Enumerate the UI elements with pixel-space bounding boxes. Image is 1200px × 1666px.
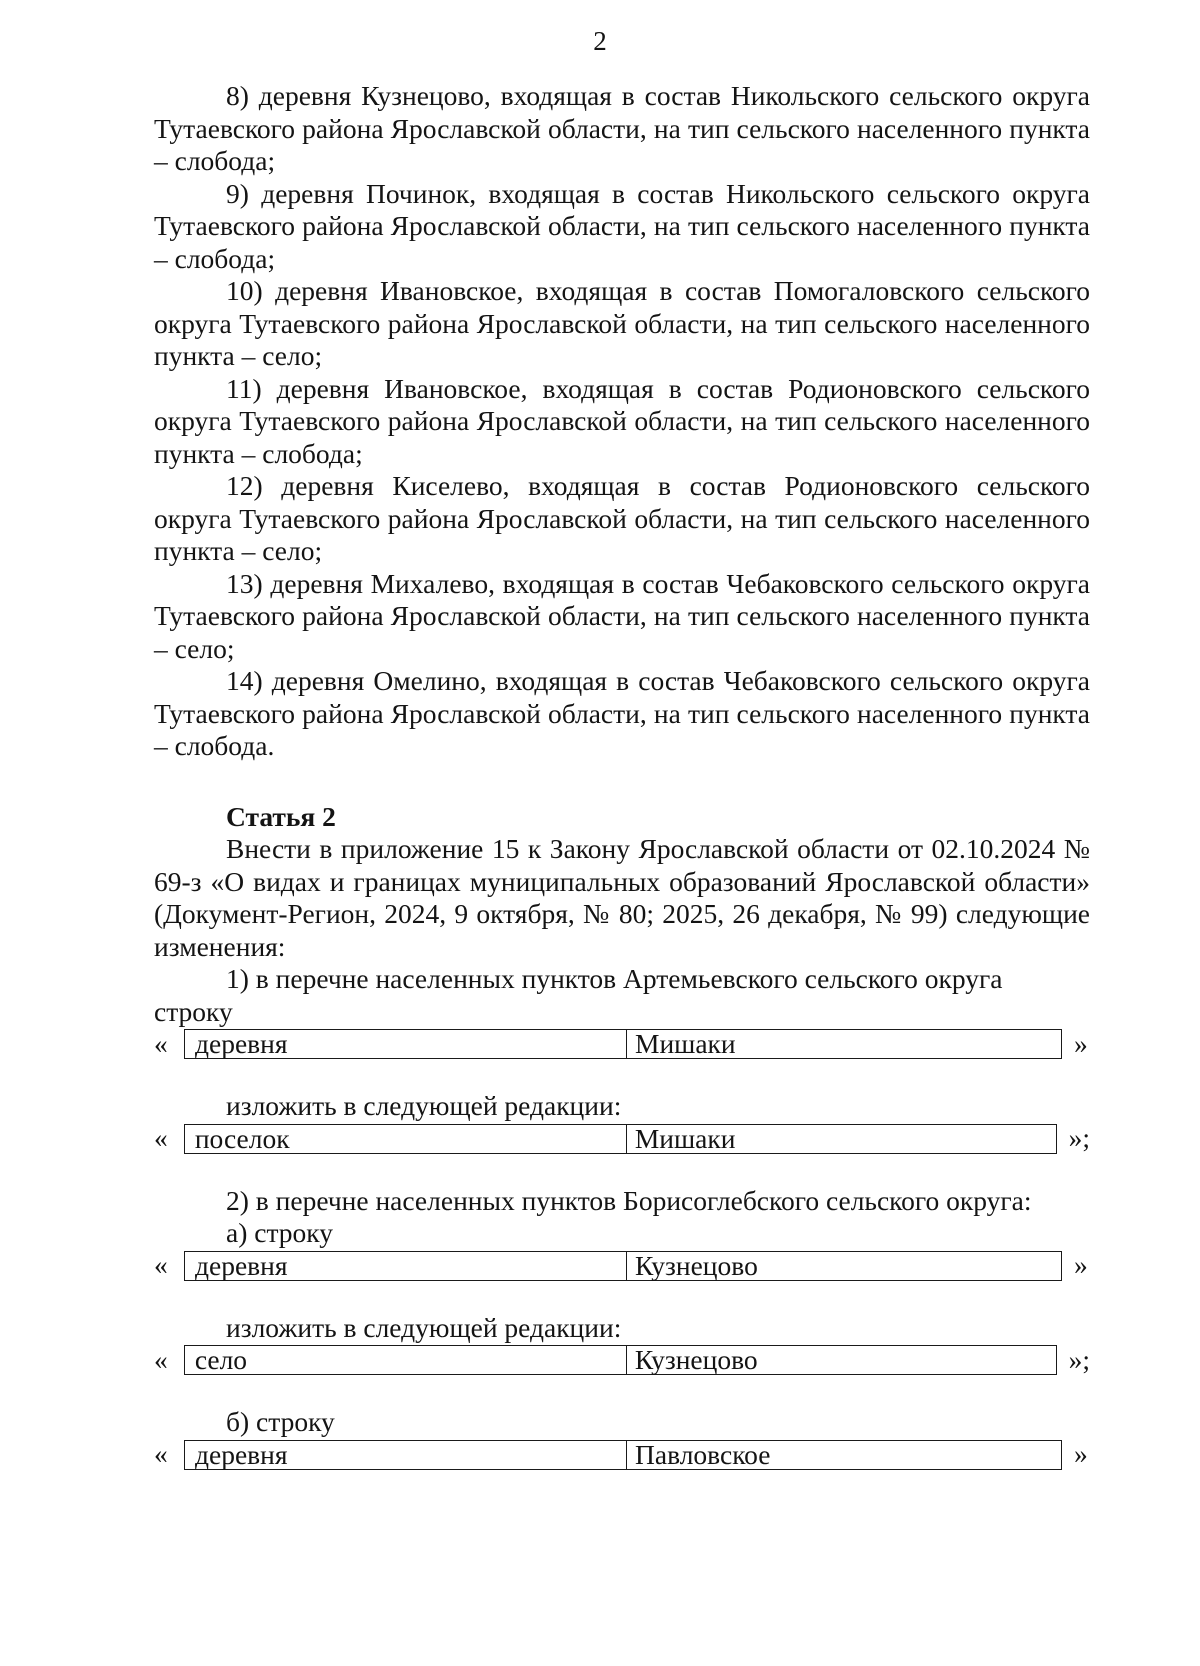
list-item-number: 11)	[226, 372, 262, 404]
settlement-name-cell: Кузнецово	[635, 1249, 758, 1281]
quote-close: »;	[1068, 1122, 1090, 1154]
article-intro: Внести в приложение 15 к Закону Ярославской области от 02.10.2024 № 69-з «О видах и границах муниципальных образований Ярославской области» (Документ-Регион, 2024, 9 октября, № 80; 2025, 26 декабря, № 99) следующие изменения:	[154, 833, 1090, 962]
quote-close: »	[1074, 1249, 1088, 1281]
list-item-8	[154, 80, 1090, 178]
list-item-number: 8)	[226, 80, 249, 111]
settlement-table	[184, 1440, 1062, 1470]
list-item-text: деревня Ивановское, входящая в состав Помогаловского сельского округа Тутаевского района Ярославской области, на тип сельского населенного пункта – село;	[154, 275, 1091, 371]
list-item-10	[154, 275, 1090, 373]
settlement-table	[184, 1345, 1057, 1375]
settlement-type-cell: село	[185, 1346, 627, 1374]
table-row-1-old	[154, 1028, 1090, 1060]
list-item-number: 10)	[226, 275, 263, 306]
settlement-type-cell: деревня	[185, 1252, 627, 1280]
quote-close: »;	[1068, 1343, 1090, 1375]
quote-open: «	[154, 1027, 168, 1059]
quote-close: »	[1074, 1438, 1088, 1470]
list-item-number: 13)	[226, 567, 263, 599]
list-item-text: деревня Михалево, входящая в состав Чебаковского сельского округа Тутаевского района Ярославской области, на тип сельского населенного пункта – село;	[154, 567, 1091, 664]
change-2: 2) в перечне населенных пунктов Борисоглебского сельского округа:	[226, 1184, 1032, 1216]
list-item-number: 12)	[226, 470, 263, 501]
table-row-2-old	[154, 1250, 1090, 1282]
table-row-1-new	[154, 1123, 1090, 1155]
edit-label-1: изложить в следующей редакции:	[226, 1090, 622, 1121]
list-item-text: деревня Кузнецово, входящая в состав Никольского сельского округа Тутаевского района Ярославской области, на тип сельского населенного пункта – слобода;	[154, 80, 1090, 176]
list-item-text: деревня Омелино, входящая в состав Чебаковского сельского округа Тутаевского района Ярославской области, на тип сельского населенного пункта – слобода.	[154, 665, 1091, 761]
list-item-12	[154, 470, 1090, 568]
settlement-name-cell: Павловское	[635, 1438, 771, 1470]
list-item-text: деревня Ивановское, входящая в состав Родионовского сельского округа Тутаевского района Ярославской области, на тип сельского населенного пункта – слобода;	[154, 372, 1090, 469]
table-row-2-new	[154, 1344, 1090, 1376]
document-body	[154, 80, 1090, 1471]
settlement-table	[184, 1029, 1062, 1059]
list-item-14	[154, 665, 1090, 763]
settlement-type-cell: деревня	[185, 1030, 627, 1058]
list-item-text: деревня Починок, входящая в состав Никольского сельского округа Тутаевского района Ярославской области, на тип сельского населенного пункта – слобода;	[154, 177, 1091, 274]
quote-close: »	[1074, 1027, 1088, 1059]
article-heading: Статья 2	[226, 800, 336, 832]
quote-open: «	[154, 1438, 168, 1470]
quote-open: «	[154, 1343, 168, 1375]
list-item-number: 9)	[226, 177, 249, 209]
edit-label-2: изложить в следующей редакции:	[226, 1311, 622, 1343]
settlement-table	[184, 1124, 1057, 1154]
settlement-name-cell: Мишаки	[634, 1122, 736, 1154]
table-row-3-old	[154, 1439, 1090, 1471]
list-item-11	[154, 373, 1090, 471]
quote-open: «	[154, 1249, 168, 1281]
settlement-type-cell: деревня	[185, 1441, 627, 1469]
settlement-table	[184, 1251, 1062, 1281]
settlement-type-cell: поселок	[185, 1125, 627, 1153]
sub-item-a: а) строку	[226, 1217, 334, 1248]
quote-open: «	[154, 1122, 168, 1154]
settlement-name-cell: Кузнецово	[634, 1344, 758, 1375]
settlement-name-cell: Мишаки	[635, 1028, 736, 1059]
list-item-13	[154, 568, 1090, 666]
list-item-text: деревня Киселево, входящая в состав Родионовского сельского округа Тутаевского района Ярославской области, на тип сельского населенного пункта – село;	[154, 470, 1090, 566]
list-item-number: 14)	[226, 665, 263, 696]
change-1-line-1: 1) в перечне населенных пунктов Артемьевского сельского округа	[226, 963, 1003, 994]
change-1-line-2: строку	[154, 995, 233, 1027]
page-number: 2	[593, 26, 607, 56]
list-item-9	[154, 178, 1090, 276]
sub-item-b: б) строку	[226, 1406, 335, 1437]
